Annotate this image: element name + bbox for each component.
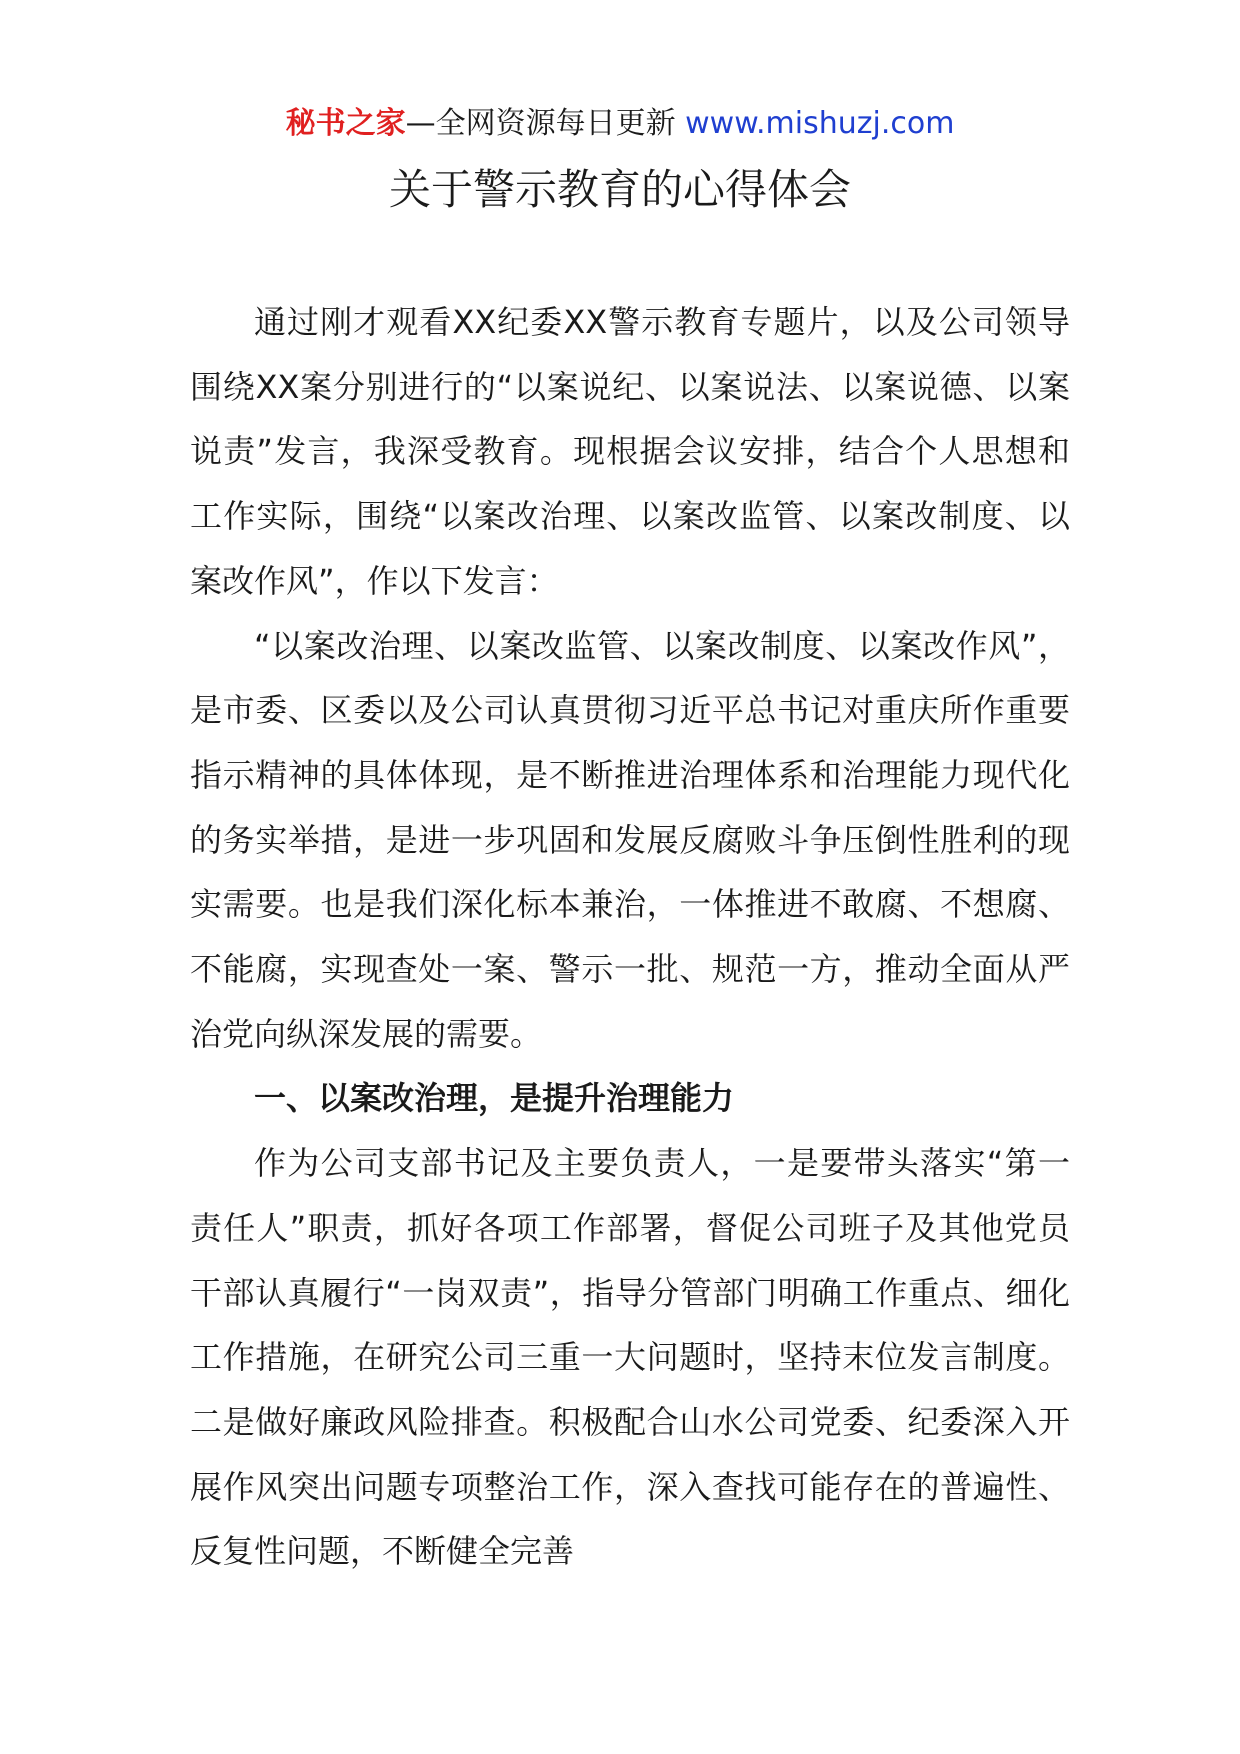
paragraph: 作为公司支部书记及主要负责人，一是要带头落实“第一责任人”职责，抓好各项工作部署，督促公司班子及其他党员干部认真履行“一岗双责”，指导分管部门明确工作重点、细化工作措施，在研究公司三重一大问题时，坚持末位发言制度。二是做好廉政风险排查。积极配合山水公司党委、纪委深入开展作风突出问题专项整治工作，深入查找可能存在的普遍性、反复性问题，不断健全完善 xyxy=(190,1144,1070,1571)
paragraph: “以案改治理、以案改监管、以案改制度、以案改作风”，是市委、区委以及公司认真贯彻习近平总书记对重庆所作重要指示精神的具体体现，是不断推进治理体系和治理能力现代化的务实举措，是进一步巩固和发展反腐败斗争压倒性胜利的现实需要。也是我们深化标本兼治，一体推进不敢腐、不想腐、不能腐，实现查处一案、警示一批、规范一方，推动全面从严治党向纵深发展的需要。 xyxy=(190,626,1070,1053)
watermark-header xyxy=(0,104,1240,144)
document-title: 关于警示教育的心得体会 xyxy=(388,165,851,214)
document-body xyxy=(190,290,1070,1584)
section-heading: 一、以案改治理，是提升治理能力 xyxy=(254,1079,735,1118)
brand-name: 秘书之家 xyxy=(285,106,406,141)
website-link[interactable]: www.mishuzj.com xyxy=(685,106,955,141)
header-slogan: —全网资源每日更新 xyxy=(405,106,686,141)
paragraph: 通过刚才观看XX纪委XX警示教育专题片，以及公司领导围绕XX案分别进行的“以案说纪、以案说法、以案说德、以案说责”发言，我深受教育。现根据会议安排，结合个人思想和工作实际，围绕“以案改治理、以案改监管、以案改制度、以案改作风”，作以下发言： xyxy=(190,303,1070,600)
